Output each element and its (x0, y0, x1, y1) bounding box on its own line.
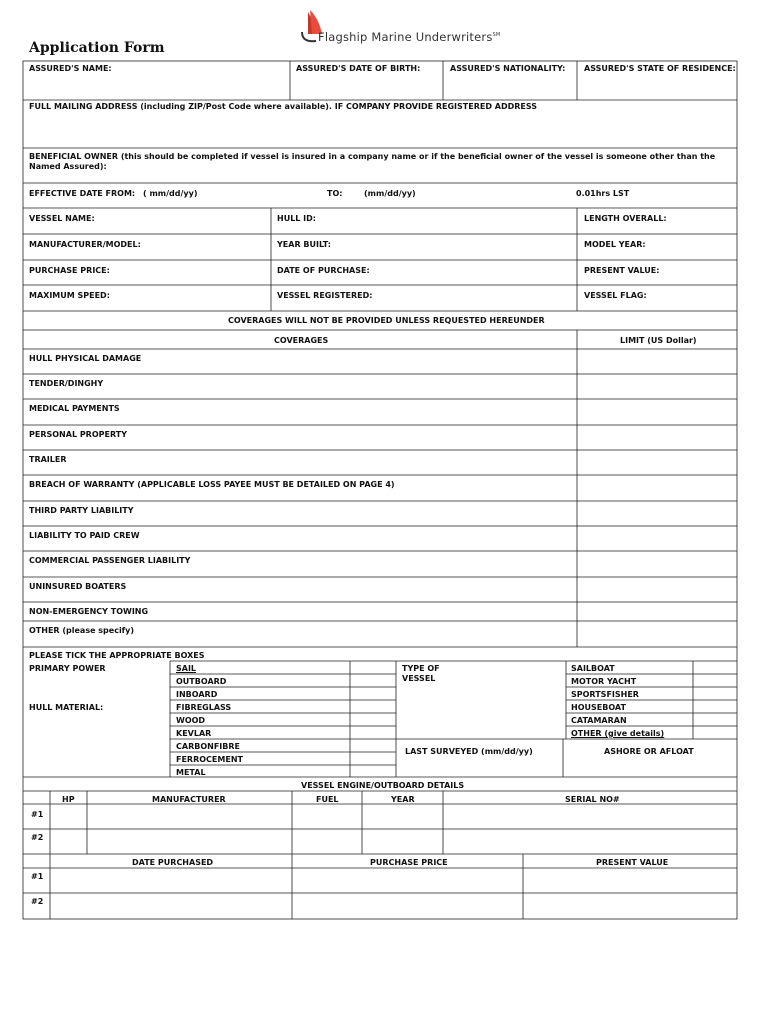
coverage-item: COMMERCIAL PASSENGER LIABILITY (29, 556, 191, 565)
engine-fuel-header: FUEL (316, 795, 339, 804)
engine-row-number: #2 (31, 833, 44, 842)
beneficial-owner-label: BENEFICIAL OWNER (this should be completed if vessel is insured in a company name or if the beneficial owner of the vessel is someone other than the Named Assured): (29, 152, 716, 171)
vessel-type-catamaran: CATAMARAN (571, 716, 627, 725)
power-option-outboard: OUTBOARD (176, 677, 227, 686)
engine-year-header: YEAR (391, 795, 415, 804)
assured-dob-label: ASSURED'S DATE OF BIRTH: (296, 64, 421, 73)
hull-option-metal: METAL (176, 768, 206, 777)
vessel-registered-label: VESSEL REGISTERED: (277, 291, 373, 300)
power-option-sail: SAIL (176, 664, 197, 673)
hull-option-fibreglass: FIBREGLASS (176, 703, 232, 712)
limit-column-header: LIMIT (US Dollar) (620, 336, 697, 345)
date-of-purchase-label: DATE OF PURCHASE: (277, 266, 370, 275)
hull-option-kevlar: KEVLAR (176, 729, 212, 738)
vessel-type-sportsfisher: SPORTSFISHER (571, 690, 639, 699)
ashore-or-afloat-label: ASHORE OR AFLOAT (604, 747, 694, 756)
coverage-item: NON-EMERGENCY TOWING (29, 607, 149, 616)
assured-nationality-label: ASSURED'S NATIONALITY: (450, 64, 566, 73)
page-title: Application Form (29, 40, 165, 56)
coverages-notice: COVERAGES WILL NOT BE PROVIDED UNLESS REQUESTED HEREUNDER (228, 316, 545, 325)
hull-material-label: HULL MATERIAL: (29, 703, 104, 712)
effective-date-to-format: (mm/dd/yy) (364, 189, 416, 198)
vessel-type-other: OTHER (give details) (571, 729, 665, 738)
purchase-price-label: PURCHASE PRICE: (29, 266, 110, 275)
coverage-item: HULL PHYSICAL DAMAGE (29, 354, 142, 363)
engine-row-number: #1 (31, 872, 44, 881)
brand-name: Flagship Marine Underwriters℠ (318, 30, 501, 44)
coverage-item: BREACH OF WARRANTY (APPLICABLE LOSS PAYEE MUST BE DETAILED ON PAGE 4) (29, 480, 395, 489)
effective-date-to-label: TO: (327, 189, 343, 198)
engine-row-number: #1 (31, 810, 44, 819)
primary-power-label: PRIMARY POWER (29, 664, 106, 673)
type-of-vessel-label: TYPE OF VESSEL (402, 664, 440, 683)
coverage-item: THIRD PARTY LIABILITY (29, 506, 134, 515)
hull-id-label: HULL ID: (277, 214, 316, 223)
coverage-item: UNINSURED BOATERS (29, 582, 127, 591)
engine-manufacturer-header: MANUFACTURER (152, 795, 226, 804)
coverage-item: OTHER (please specify) (29, 626, 135, 635)
coverage-item: PERSONAL PROPERTY (29, 430, 128, 439)
vessel-type-motor-yacht: MOTOR YACHT (571, 677, 637, 686)
present-value-label: PRESENT VALUE: (584, 266, 660, 275)
effective-time-label: 0.01hrs LST (576, 189, 630, 198)
coverage-item: LIABILITY TO PAID CREW (29, 531, 140, 540)
engine-present-value-header: PRESENT VALUE (596, 858, 669, 867)
engine-purchase-price-header: PURCHASE PRICE (370, 858, 448, 867)
vessel-type-sailboat: SAILBOAT (571, 664, 615, 673)
engine-row-number: #2 (31, 897, 44, 906)
assured-residence-label: ASSURED'S STATE OF RESIDENCE: (584, 64, 736, 73)
coverage-item: TRAILER (29, 455, 67, 464)
coverages-column-header: COVERAGES (274, 336, 329, 345)
tick-boxes-instruction: PLEASE TICK THE APPROPRIATE BOXES (29, 651, 205, 660)
manufacturer-model-label: MANUFACTURER/MODEL: (29, 240, 141, 249)
effective-date-from-format: ( mm/dd/yy) (143, 189, 198, 198)
engine-hp-header: HP (62, 795, 75, 804)
hull-option-ferrocement: FERROCEMENT (176, 755, 243, 764)
coverage-item: MEDICAL PAYMENTS (29, 404, 120, 413)
mailing-address-label: FULL MAILING ADDRESS (including ZIP/Post Code where available). IF COMPANY PROVIDE REGISTERED ADDRESS (29, 102, 538, 111)
hull-option-carbonfibre: CARBONFIBRE (176, 742, 240, 751)
model-year-label: MODEL YEAR: (584, 240, 646, 249)
assured-name-label: ASSURED'S NAME: (29, 64, 112, 73)
engine-details-title: VESSEL ENGINE/OUTBOARD DETAILS (301, 781, 465, 790)
effective-date-from-label: EFFECTIVE DATE FROM: (29, 189, 136, 198)
engine-serial-header: SERIAL NO# (565, 795, 620, 804)
year-built-label: YEAR BUILT: (277, 240, 331, 249)
last-surveyed-label: LAST SURVEYED (mm/dd/yy) (405, 747, 533, 756)
length-overall-label: LENGTH OVERALL: (584, 214, 667, 223)
date-purchased-header: DATE PURCHASED (132, 858, 214, 867)
hull-option-wood: WOOD (176, 716, 206, 725)
vessel-type-houseboat: HOUSEBOAT (571, 703, 626, 712)
coverage-item: TENDER/DINGHY (29, 379, 104, 388)
maximum-speed-label: MAXIMUM SPEED: (29, 291, 110, 300)
power-option-inboard: INBOARD (176, 690, 218, 699)
vessel-name-label: VESSEL NAME: (29, 214, 95, 223)
vessel-flag-label: VESSEL FLAG: (584, 291, 647, 300)
